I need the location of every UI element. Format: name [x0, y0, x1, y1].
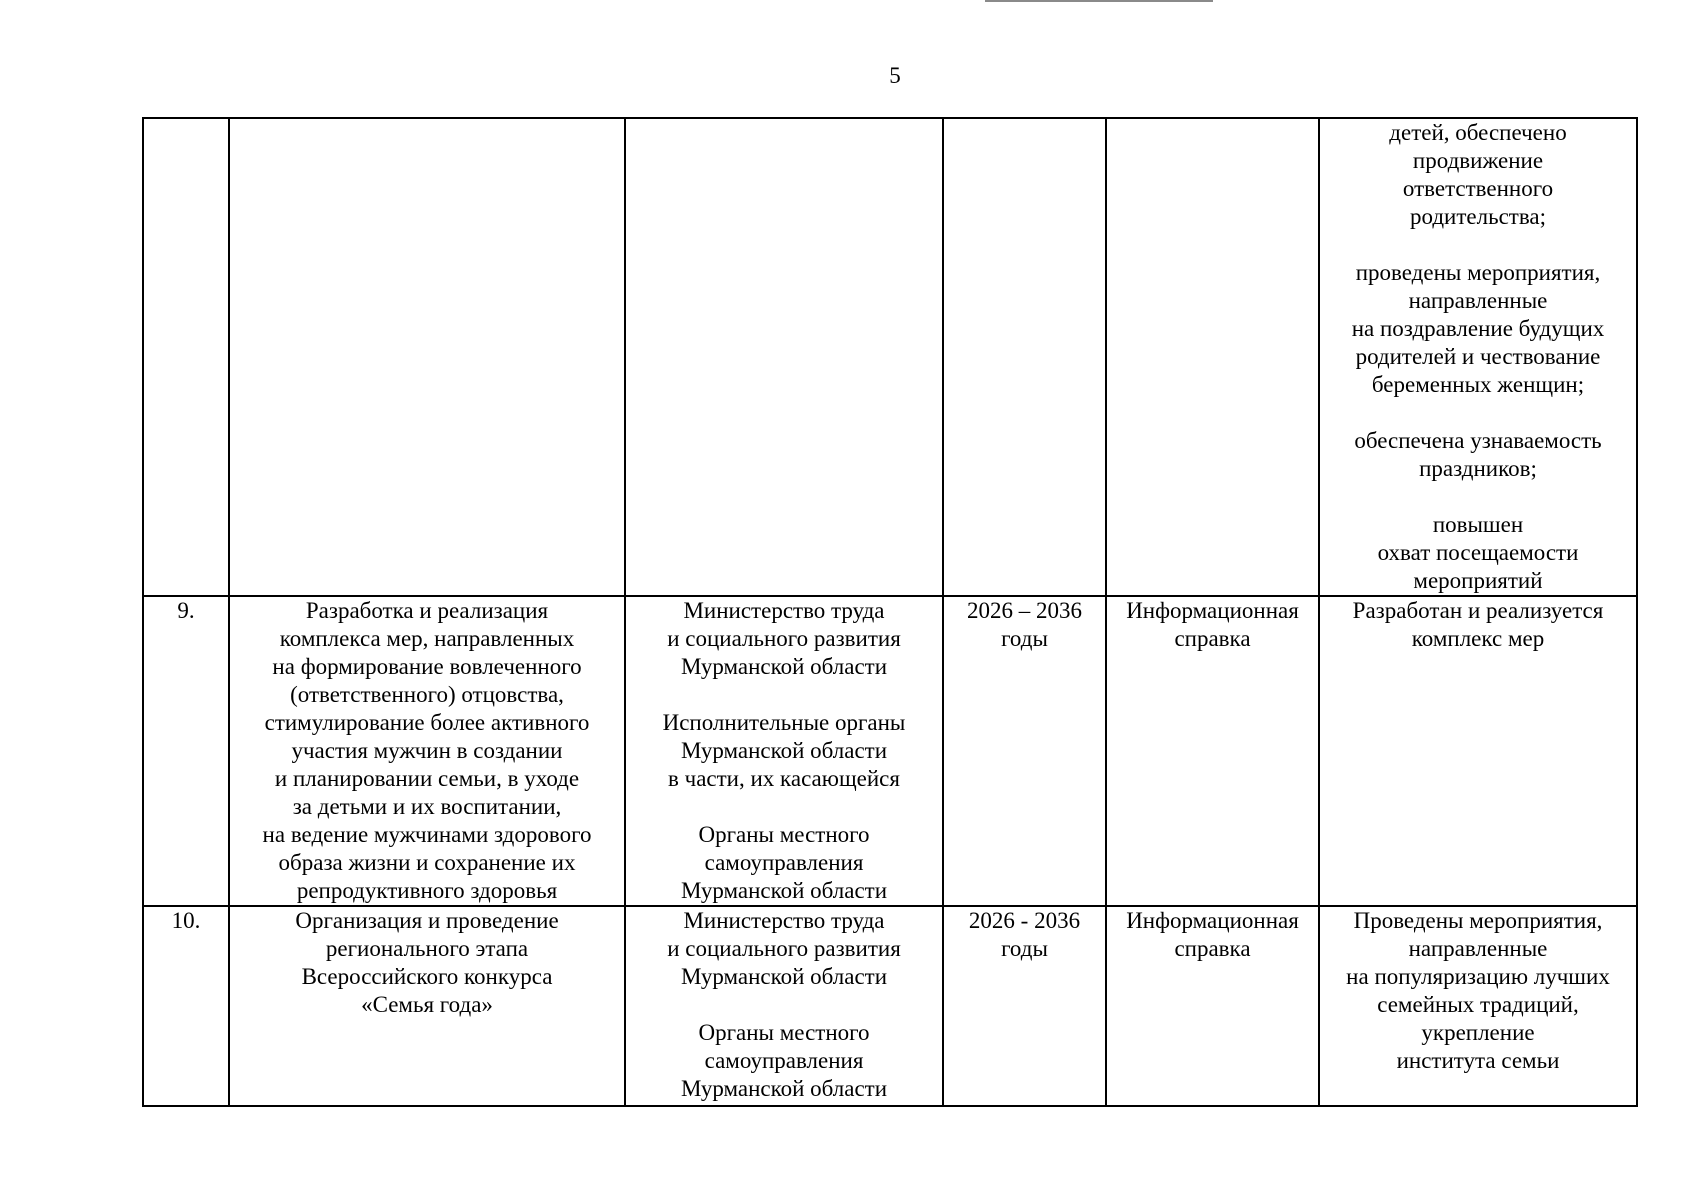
executor-text-line: Мурманской области [680, 738, 888, 763]
row-number: 9. [177, 598, 195, 623]
measure-text-line: Разработка и реализация [305, 598, 549, 623]
paragraph-gap [1324, 231, 1632, 259]
measure-text-line: Организация и проведение [295, 908, 559, 933]
executor-text-line: Мурманской области [680, 654, 888, 679]
executor-text-line: и социального развития [667, 936, 901, 961]
result-text-line: на популяризацию лучших [1346, 964, 1610, 989]
table-row [143, 596, 1637, 906]
result-text-line: института семьи [1396, 1048, 1560, 1073]
result-text-line: детей, обеспечено [1389, 120, 1567, 145]
result-text-line: проведены мероприятия, [1355, 260, 1601, 285]
result-text-line: направленные [1408, 288, 1548, 313]
form-text-line: Информационная [1126, 598, 1299, 623]
result-text-line: охват посещаемости [1377, 540, 1579, 565]
measures-table [142, 117, 1638, 1107]
measure-text-line: за детьми и их воспитании, [292, 794, 562, 819]
period-text-line: годы [1001, 936, 1048, 961]
executor-text-line: Органы местного [698, 1020, 870, 1045]
paragraph-gap [630, 991, 938, 1019]
measure-text-line: (ответственного) отцовства, [290, 682, 564, 707]
row-number: 10. [171, 908, 201, 933]
cell-period [943, 118, 1106, 596]
cell-result [1319, 596, 1637, 906]
result-text-line: праздников; [1419, 456, 1537, 481]
cell-num [143, 906, 229, 1106]
result-text-line: обеспечена узнаваемость [1354, 428, 1602, 453]
measure-text-line: репродуктивного здоровья [296, 878, 558, 903]
cell-num [143, 118, 229, 596]
result-text-line: на поздравление будущих [1351, 316, 1605, 341]
form-text-line: справка [1174, 936, 1251, 961]
result-text-line: семейных традиций, [1377, 992, 1579, 1017]
period-text-line: 2026 – 2036 [967, 598, 1082, 623]
executor-text-line: в части, их касающейся [668, 766, 900, 791]
page-number: 5 [889, 63, 901, 88]
executor-text-line: Мурманской области [680, 878, 888, 903]
result-text-line: родительства; [1410, 204, 1546, 229]
cell-result [1319, 118, 1637, 596]
result-text-line: мероприятий [1413, 568, 1543, 593]
measure-text-line: Всероссийского конкурса [301, 964, 553, 989]
cell-executor [625, 906, 943, 1106]
result-text-line: Проведены мероприятия, [1353, 908, 1603, 933]
result-text-line: беременных женщин; [1371, 372, 1585, 397]
cell-measure [229, 906, 625, 1106]
result-text-line: направленные [1408, 936, 1548, 961]
executor-text-line: Мурманской области [680, 964, 888, 989]
paragraph-gap [1324, 483, 1632, 511]
table-row [143, 118, 1637, 596]
executor-text-line: самоуправления [704, 1048, 864, 1073]
executor-text-line: Мурманской области [680, 1076, 888, 1101]
result-text-line: родителей и чествование [1355, 344, 1601, 369]
executor-text-line: и социального развития [667, 626, 901, 651]
paragraph-gap [1324, 399, 1632, 427]
scan-artifact-line [985, 0, 1213, 2]
measure-text-line: «Семья года» [361, 992, 493, 1017]
result-text-line: повышен [1432, 512, 1524, 537]
table-body [143, 118, 1637, 1106]
form-text-line: Информационная [1126, 908, 1299, 933]
result-text-line: ответственного [1402, 176, 1554, 201]
cell-result [1319, 906, 1637, 1106]
cell-executor [625, 118, 943, 596]
cell-period [943, 596, 1106, 906]
period-text-line: годы [1001, 626, 1048, 651]
cell-measure [229, 596, 625, 906]
executor-text-line: Органы местного [698, 822, 870, 847]
measure-text-line: комплекса мер, направленных [279, 626, 575, 651]
cell-form [1106, 596, 1319, 906]
measure-text-line: стимулирование более активного [264, 710, 590, 735]
cell-measure [229, 118, 625, 596]
result-text-line: Разработан и реализуется [1352, 598, 1604, 623]
measure-text-line: образа жизни и сохранение их [278, 850, 576, 875]
cell-num [143, 596, 229, 906]
cell-form [1106, 906, 1319, 1106]
executor-text-line: самоуправления [704, 850, 864, 875]
cell-period [943, 906, 1106, 1106]
executor-text-line: Министерство труда [683, 598, 885, 623]
cell-form [1106, 118, 1319, 596]
period-text-line: 2026 - 2036 [968, 908, 1081, 933]
measure-text-line: регионального этапа [325, 936, 529, 961]
cell-executor [625, 596, 943, 906]
result-text-line: комплекс мер [1411, 626, 1545, 651]
executor-text-line: Министерство труда [683, 908, 885, 933]
paragraph-gap [630, 793, 938, 821]
measure-text-line: на ведение мужчинами здорового [262, 822, 592, 847]
table-row [143, 906, 1637, 1106]
result-text-line: укрепление [1421, 1020, 1535, 1045]
measure-text-line: и планировании семьи, в уходе [274, 766, 580, 791]
paragraph-gap [630, 681, 938, 709]
measure-text-line: участия мужчин в создании [291, 738, 563, 763]
measure-text-line: на формирование вовлеченного [272, 654, 582, 679]
form-text-line: справка [1174, 626, 1251, 651]
result-text-line: продвижение [1412, 148, 1544, 173]
executor-text-line: Исполнительные органы [662, 710, 906, 735]
